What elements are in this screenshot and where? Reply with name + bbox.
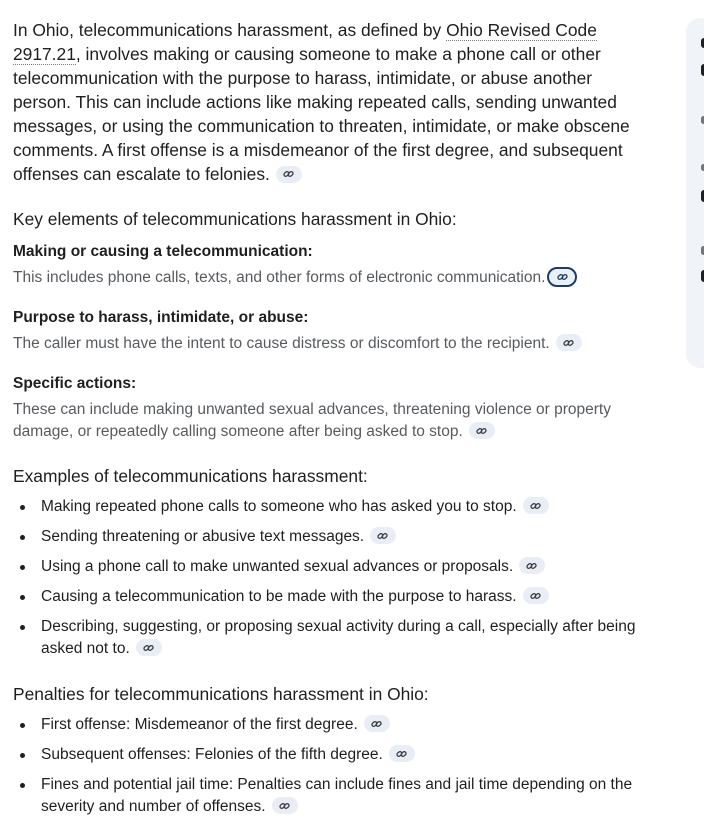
source-link-chip[interactable] [469,422,495,439]
link-icon [476,426,487,436]
key-element-title: Purpose to harass, intimidate, or abuse: [13,309,309,326]
source-link-chip[interactable] [136,639,162,656]
link-icon [530,591,541,601]
key-element-title: Making or causing a telecommunication: [13,243,313,260]
key-element-text: This includes phone calls, texts, and other forms of electronic communication. [13,267,653,289]
source-link-chip[interactable] [272,797,298,814]
link-icon [526,561,537,571]
ohio-revised-code-link[interactable]: Ohio Revised Code 2917.21 [13,20,597,64]
source-link-chip[interactable] [364,715,390,732]
list-item: First offense: Misdemeanor of the first degree. [13,714,653,736]
link-icon [377,531,388,541]
intro-paragraph [13,18,653,186]
link-icon [283,169,294,179]
source-link-chip[interactable] [523,497,549,514]
source-link-chip[interactable] [370,527,396,544]
list-item: Subsequent offenses: Felonies of the fifth degree. [13,744,653,766]
source-link-chip[interactable] [276,166,302,183]
source-link-chip[interactable] [523,587,549,604]
link-icon [530,501,541,511]
link-icon [557,272,568,282]
key-elements-heading: Key elements of telecommunications harassment in Ohio: [13,209,457,229]
source-link-chip[interactable] [547,267,577,287]
key-element-text: The caller must have the intent to cause distress or discomfort to the recipient. [13,333,653,355]
sources-side-panel[interactable] [686,18,704,368]
source-link-chip[interactable] [389,745,415,762]
key-element-text: These can include making unwanted sexual advances, threatening violence or property damage, or repeatedly calling someone after being asked to stop. [13,401,611,440]
source-link-chip[interactable] [519,557,545,574]
list-item: Causing a telecommunication to be made with the purpose to harass. [13,586,653,608]
link-icon [396,749,407,759]
key-element-title: Specific actions: [13,375,137,392]
list-item: Describing, suggesting, or proposing sexual activity during a call, especially after being asked not to. [13,616,653,660]
link-icon [371,719,382,729]
link-icon [563,338,574,348]
penalties-list [13,714,653,818]
list-item: Using a phone call to make unwanted sexual advances or proposals. [13,556,653,578]
source-link-chip[interactable] [556,334,582,351]
examples-heading: Examples of telecommunications harassment: [13,466,368,486]
list-item: Fines and potential jail time: Penalties can include fines and jail time depending on the severity and number of offenses. [13,774,653,818]
intro-text: In Ohio, telecommunications harassment, as defined by [13,20,447,40]
list-item: Making repeated phone calls to someone who has asked you to stop. [13,496,653,518]
list-item: Sending threatening or abusive text messages. [13,526,653,548]
intro-text-rest: , involves making or causing someone to make a phone call or other telecommunication with the purpose to harass, intimidate, or abuse another person. This can include actions like making repeated calls, sending unwanted messages, or using the communication to threaten, intimidate, or make obscene comments. A first offense is a misdemeanor of the first degree, and subsequent offenses can escalate to felonies. [13,44,630,184]
link-icon [143,643,154,653]
ai-response [13,18,653,826]
link-icon [279,801,290,811]
examples-list [13,496,653,660]
penalties-heading: Penalties for telecommunications harassment in Ohio: [13,684,429,704]
